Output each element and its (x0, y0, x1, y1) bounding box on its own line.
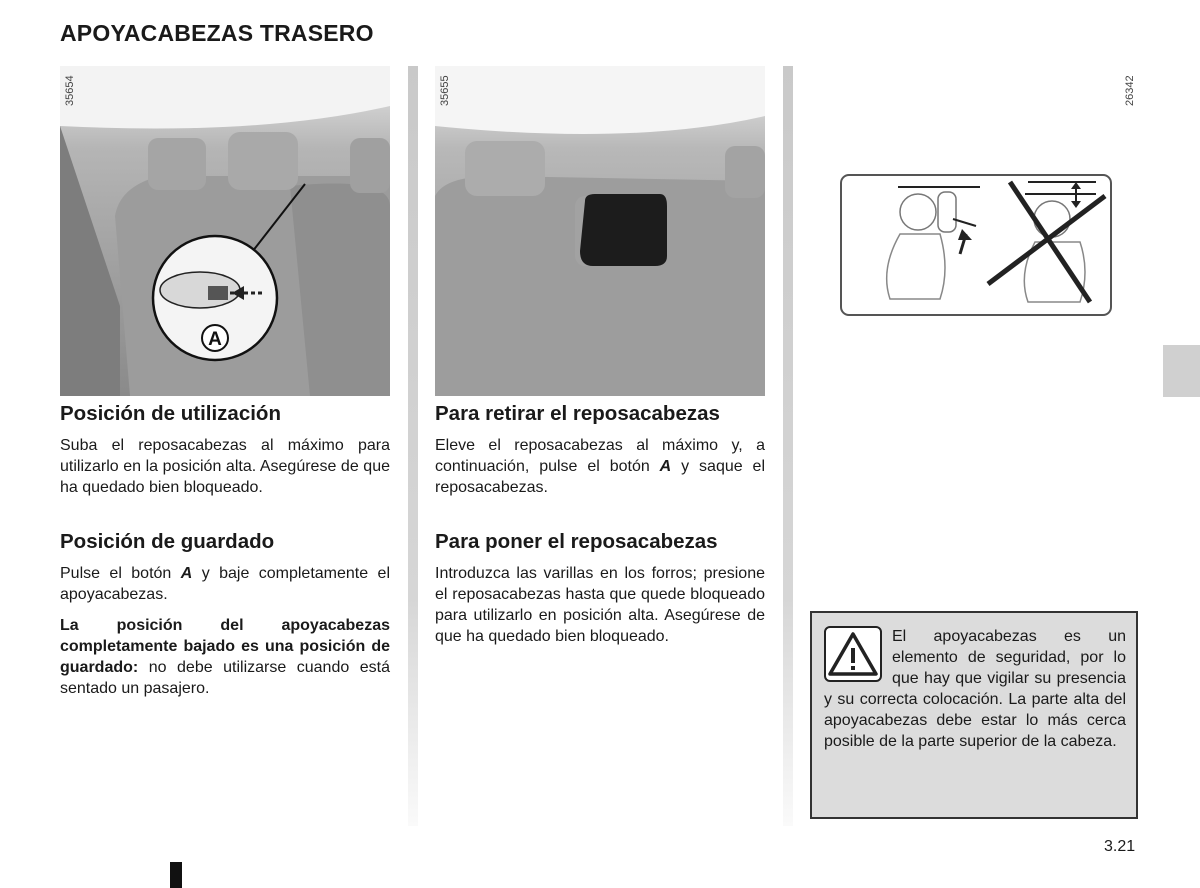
figure-headrest-button (60, 66, 390, 396)
paragraph-usage-position: Suba el reposacabezas al máximo para utilizarlo en la posición alta. Asegúrese de que ha quedado bien bloqueado. (60, 437, 390, 496)
heading-install-headrest: Para poner el reposacabezas (435, 530, 718, 553)
paragraph-install-headrest: Introduzca las varillas en los forros; presione el reposacabezas hasta que quede bloqueado para utilizarlo en posición alta. Asegúrese de que ha quedado bien bloqueado. (435, 565, 765, 645)
heading-storage-position: Posición de guardado (60, 530, 275, 553)
warning-triangle-icon (824, 626, 882, 682)
figure-code: 35654 (64, 75, 76, 106)
warning-text: El apoyacabezas es un elemento de seguridad, por lo que hay que vigilar su presencia y su correcta colocación. La parte alta del apoyacabezas debe estar lo más cerca posible de la parte superior de la cabeza. (824, 628, 1126, 750)
heading-usage-position: Posición de utilización (60, 402, 281, 425)
warning-box (810, 611, 1138, 819)
callout-a: A (208, 329, 222, 350)
page-title: APOYACABEZAS TRASERO (60, 20, 374, 46)
section-tab (1163, 345, 1200, 397)
heading-remove-headrest: Para retirar el reposacabezas (435, 402, 720, 425)
column-divider (783, 66, 793, 826)
paragraph-storage-position: Pulse el botón A y baje completamente el apoyacabezas. (60, 565, 391, 603)
crop-mark (170, 862, 182, 888)
paragraph-storage-warning: La posición del apoyacabezas completamente bajado es una posición de guardado: no debe utilizarse cuando está sentado un pasajero. (60, 617, 390, 697)
figure-code: 35655 (439, 75, 451, 106)
paragraph-remove-headrest: Eleve el reposacabezas al máximo y, a continuación, pulse el botón A y saque el reposacabezas. (435, 437, 766, 496)
page-number: 3.21 (1104, 838, 1136, 855)
figure-code: 26342 (1124, 75, 1136, 106)
figure-headrest-removed (435, 66, 765, 396)
column-divider (408, 66, 418, 826)
figure-headrest-position-diagram (840, 174, 1112, 316)
